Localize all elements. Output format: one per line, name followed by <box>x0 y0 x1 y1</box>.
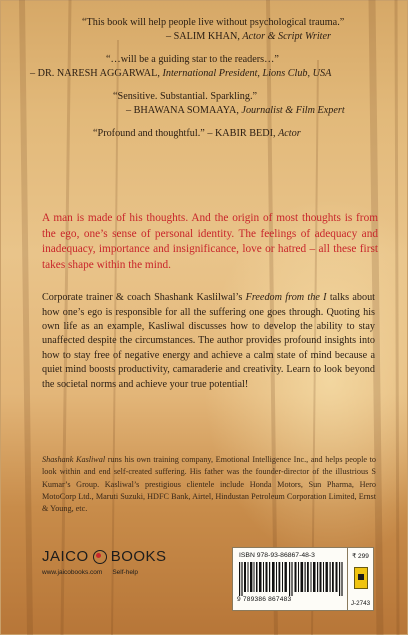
logo-dot-icon <box>93 550 107 564</box>
book-description <box>42 291 375 392</box>
price-column <box>347 548 373 610</box>
lead-paragraph: A man is made of his thoughts. And the origin of most thoughts is from the ego, one’s sense of personal identity. The feelings of adequacy and inadequacy, importance and insignificance, love or hatred – all these first takes shape within the mind. <box>42 212 378 271</box>
isbn-label: ISBN 978-93-86867-48-3 <box>239 552 315 559</box>
publisher-block <box>42 548 172 576</box>
testimonial-text: “Profound and thoughtful.” <box>93 128 205 139</box>
attribution-name: – KABIR BEDI, <box>204 128 276 139</box>
attribution-role: Journalist & Film Expert <box>241 105 345 116</box>
testimonial-1 <box>30 16 380 44</box>
publisher-name-right: BOOKS <box>110 548 167 565</box>
publisher-info <box>42 569 138 576</box>
testimonials <box>30 16 380 150</box>
author-bio-text: runs his own training company, Emotional Intelligence Inc., and helps people to look within and end self-created suffering. His father was the founder-director of the illustrious S Kumar’s Group. Kasliwal’s prestigious clientele include Honda Motors, Sun Pharma, Hero MotoCorp Ltd., Maruti Suzuki, HDFC Bank, Airtel, Hindustan Petroleum Corporation Limited, Ernst & Young, etc. <box>42 455 376 514</box>
publisher-name-left: JAICO <box>42 548 89 565</box>
testimonial-3 <box>30 90 380 118</box>
description-text: Corporate trainer & coach Shashank Kaslilwal’s <box>42 292 246 304</box>
barcode-panel <box>232 547 374 611</box>
attribution-name: – SALIM KHAN, <box>166 31 240 42</box>
testimonial-text: “Sensitive. Substantial. Sparkling.” <box>113 91 258 102</box>
description-text: talks about how one’s ego is responsible for all the suffering one goes through. Quoting his own life as an example, Kasliwal discusses how to develop the ability to stay unaffected despite the circumstances. The author provides profound insights into how to stay free of negative energy and achieve a calm state of mind because a quiet mind boosts productivity, camaraderie and creativity. Learn to look beyond the societal norms and achieve your true potential! <box>42 292 376 390</box>
attribution-name: – DR. NARESH AGGARWAL, <box>30 68 160 79</box>
price-label: ₹ 299 <box>352 553 369 560</box>
testimonial-attribution <box>82 30 380 44</box>
testimonial-4 <box>30 127 380 141</box>
barcode-digits: 9 789386 867483 <box>237 596 292 603</box>
product-code: J-2743 <box>350 600 371 607</box>
attribution-name: – BHAWANA SOMAAYA, <box>126 105 239 116</box>
author-name: Shashank Kasliwal <box>42 455 106 465</box>
publisher-logo <box>42 548 172 565</box>
author-bio <box>42 454 376 515</box>
attribution-role: Actor <box>278 128 301 139</box>
barcode-icon <box>239 562 343 596</box>
testimonial-2 <box>30 53 380 81</box>
testimonial-text: “This book will help people live without psychological trauma.” <box>82 17 345 28</box>
book-category-icon <box>354 567 368 589</box>
testimonial-attribution <box>113 104 380 118</box>
publisher-website: www.jaicobooks.com <box>42 569 103 576</box>
testimonial-text: “…will be a guiding star to the readers…” <box>106 54 279 65</box>
attribution-role: Actor & Script Writer <box>242 31 331 42</box>
attribution-role: International President, Lions Club, USA <box>162 68 332 79</box>
book-title: Freedom from the I <box>245 292 327 304</box>
book-category: Self-help <box>112 569 138 576</box>
testimonial-attribution <box>30 67 380 81</box>
